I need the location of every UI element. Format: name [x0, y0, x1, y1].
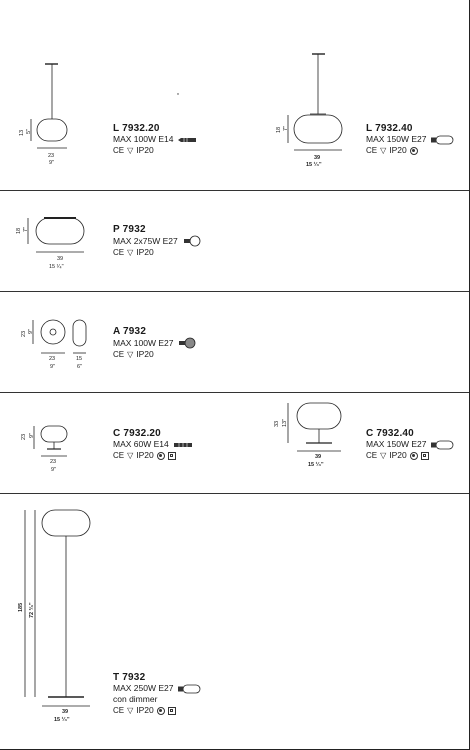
spec-row — [366, 134, 454, 145]
spec-text: MAX 60W E14 — [113, 439, 169, 449]
ce-mark: CE — [366, 146, 378, 155]
width-cm-label: 39 — [62, 709, 69, 715]
height-cm-label: 13 — [19, 129, 25, 136]
product-code: C 7932.20 — [113, 428, 161, 439]
bulb-halogen-icon — [177, 337, 197, 349]
bulb-e27-icon — [430, 440, 454, 450]
product-code: L 7932.40 — [366, 123, 413, 134]
enec-triangle-icon: ▽ — [127, 706, 134, 715]
width-cm-label: 39 — [314, 155, 321, 161]
double-insulation-icon — [421, 452, 429, 460]
ip-rating: IP20 — [136, 349, 154, 359]
height-in-label: 13" — [282, 418, 288, 427]
width-in-label: 9" — [51, 467, 57, 473]
dimmer-note: con dimmer — [113, 694, 158, 704]
product-info-a7932 — [113, 326, 197, 360]
width-in-label: 9" — [50, 364, 56, 370]
cert-row — [113, 450, 193, 461]
spec-text: MAX 150W E27 — [366, 439, 427, 449]
product-code: L 7932.20 — [113, 123, 160, 134]
width-cm-label: 23 — [50, 459, 57, 465]
ce-mark: CE — [113, 248, 125, 257]
spec-text: MAX 2x75W E27 — [113, 235, 178, 246]
product-info-c793240 — [366, 428, 454, 461]
cert-row — [366, 145, 454, 156]
double-insulation-icon — [168, 707, 176, 715]
height-cm-label: 18 — [16, 227, 22, 234]
width-in-label: 15 ¹⁄₄" — [49, 264, 64, 270]
height-cm-label: 23 — [21, 330, 27, 337]
ce-mark: CE — [113, 146, 125, 155]
ip-rating: IP20 — [389, 145, 407, 155]
spec-text: MAX 150W E27 — [366, 134, 427, 144]
cert-row — [366, 450, 454, 461]
width-cm-label: 23 — [49, 356, 56, 362]
spec-row — [113, 337, 197, 349]
spec-row — [113, 235, 202, 247]
class-symbol-icon — [157, 707, 165, 715]
cert-row — [113, 349, 197, 360]
product-code: P 7932 — [113, 224, 146, 235]
ip-rating: IP20 — [389, 450, 407, 460]
enec-triangle-icon: ▽ — [127, 146, 134, 155]
width-in-label: 15 ¹⁄₄" — [306, 162, 322, 168]
class-symbol-icon — [157, 452, 165, 460]
pendant-small-drawing — [31, 64, 67, 148]
height-in-label: 7" — [23, 226, 29, 232]
height-in-label: 7" — [283, 125, 289, 131]
ip-rating: IP20 — [136, 705, 154, 715]
spec-text: MAX 250W E27 — [113, 683, 174, 693]
ip-rating: IP20 — [136, 145, 154, 155]
enec-triangle-icon: ▽ — [127, 248, 134, 257]
spec-text: MAX 100W E14 — [113, 134, 174, 144]
height-in-label: 5" — [26, 128, 32, 134]
spec-text: MAX 100W E27 — [113, 337, 174, 348]
width-in-label: 9" — [49, 160, 55, 166]
height-cm-label: 23 — [21, 433, 27, 440]
wall-lamp-drawing — [33, 320, 86, 353]
enec-triangle-icon: ▽ — [380, 146, 387, 155]
spec-row — [366, 439, 454, 450]
bulb-e14-icon — [177, 137, 197, 143]
bulb-e14-icon — [173, 442, 193, 448]
ce-mark: CE — [113, 706, 125, 715]
bulb-e27-icon — [177, 684, 201, 694]
cert-row — [113, 145, 197, 156]
spec-row — [113, 134, 197, 145]
bulb-globe-icon — [182, 235, 202, 247]
dim-labels — [16, 126, 324, 723]
height-cm-label: 33 — [274, 420, 280, 427]
enec-triangle-icon: ▽ — [127, 451, 134, 460]
product-info-l793240 — [366, 123, 454, 156]
product-info-p7932 — [113, 224, 202, 258]
ce-mark: CE — [113, 451, 125, 460]
height-in-label: 9" — [28, 328, 34, 334]
double-insulation-icon — [168, 452, 176, 460]
width-cm-label: 39 — [57, 256, 64, 262]
depth-cm-label: 15 — [76, 356, 83, 362]
depth-in-label: 6" — [77, 364, 83, 370]
ceiling-lamp-drawing — [28, 218, 84, 252]
product-code: A 7932 — [113, 326, 147, 337]
height-in-label: 72 ³⁄₄" — [29, 602, 35, 618]
class-symbol-icon — [410, 452, 418, 460]
spec-row — [113, 439, 193, 450]
bulb-e27-icon — [430, 135, 454, 145]
table-lamp-large-drawing — [288, 403, 341, 451]
pendant-large-drawing — [288, 54, 342, 150]
cert-row — [113, 247, 202, 258]
height-cm-label: 18 — [276, 126, 282, 133]
height-in-label: 9" — [29, 432, 35, 438]
ce-mark: CE — [366, 451, 378, 460]
product-info-l793220 — [113, 123, 197, 156]
ip-rating: IP20 — [136, 247, 154, 257]
product-info-t7932 — [113, 672, 201, 716]
table-lamp-small-drawing — [34, 426, 67, 456]
cert-row — [113, 705, 201, 716]
enec-triangle-icon: ▽ — [127, 350, 134, 359]
product-code: T 7932 — [113, 672, 146, 683]
ip-rating: IP20 — [136, 450, 154, 460]
class-symbol-icon — [410, 147, 418, 155]
ce-mark: CE — [113, 350, 125, 359]
width-cm-label: 39 — [315, 454, 322, 460]
product-info-c793220 — [113, 428, 193, 461]
spec-row — [113, 683, 201, 694]
product-code: C 7932.40 — [366, 428, 414, 439]
height-cm-label: 185 — [18, 602, 24, 612]
width-cm-label: 23 — [48, 153, 55, 159]
enec-triangle-icon: ▽ — [380, 451, 387, 460]
width-in-label: 15 ¹⁄₄" — [308, 462, 324, 468]
width-in-label: 15 ¹⁄₄" — [54, 717, 70, 723]
